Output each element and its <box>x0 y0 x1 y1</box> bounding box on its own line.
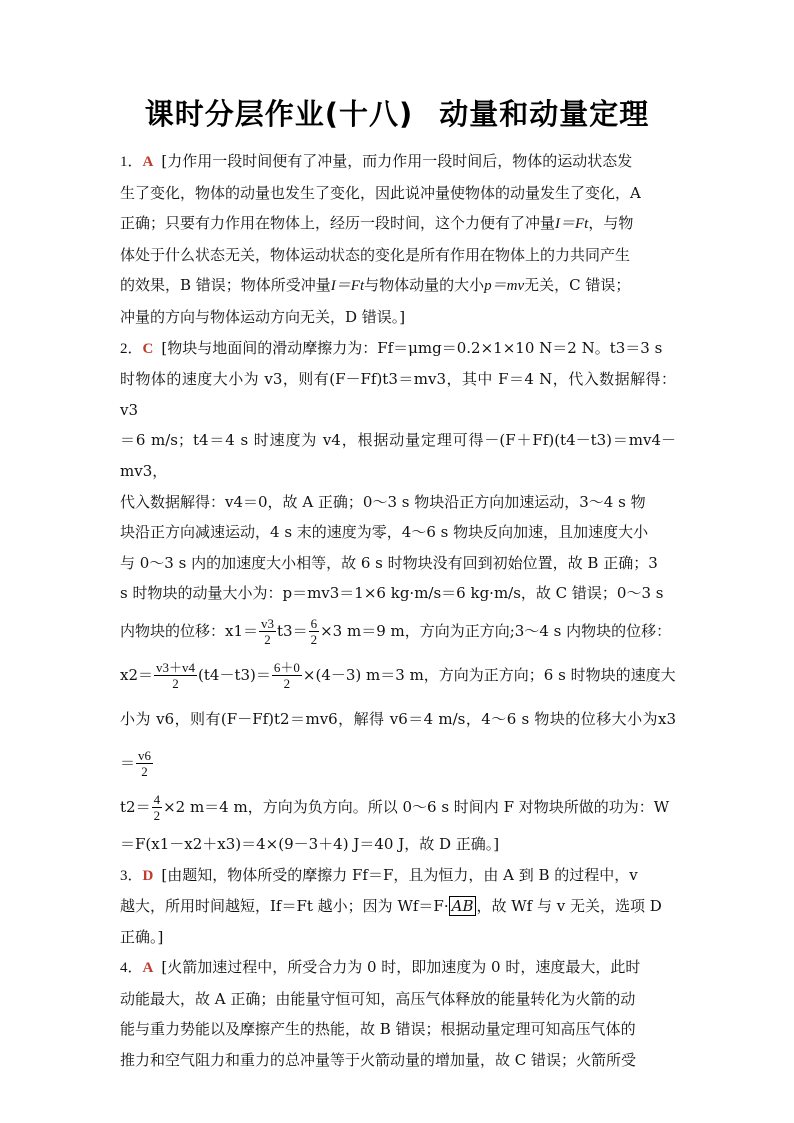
text-line: 块沿正方向减速运动，4 s 末的速度为零，4～6 s 物块反向加速，且加速度大小 <box>120 523 649 542</box>
text-line: s 时物块的动量大小为：p＝mv3＝1×6 kg·m/s＝6 kg·m/s，故 C 错误；0～3 s <box>120 584 664 603</box>
text-line: ×2 m＝4 m，方向为负方向。所以 0～6 s 时间内 F 对物块所做的功为：W <box>163 797 670 816</box>
fraction <box>309 616 320 647</box>
fraction-numerator: 4 <box>153 792 161 808</box>
text-line: 推力和空气阻力和重力的总冲量等于火箭动量的增加量，故 C 错误；火箭所受 <box>120 1051 637 1070</box>
fraction-numerator: 6 <box>310 616 318 632</box>
fraction-denominator: 2 <box>153 808 161 824</box>
fraction-denominator: 2 <box>264 632 271 648</box>
fraction <box>259 616 276 647</box>
fraction <box>272 660 302 691</box>
fraction <box>154 660 197 691</box>
text-line: x2＝ <box>120 665 154 684</box>
text-line: 能与重力势能以及摩擦产生的热能，故 B 错误；根据动量定理可知高压气体的 <box>120 1020 636 1039</box>
text-line: t2＝ <box>120 797 151 816</box>
fraction-denominator: 2 <box>172 676 179 692</box>
text-line: ＝F(x1－x2＋x3)＝4×(9－3＋4) J＝40 J，故 D 正确。] <box>120 834 500 853</box>
answer-letter: C <box>142 340 154 357</box>
text-line: 小为 v6，则有(F－Ff)t2＝mv6，解得 v6＝4 m/s，4～6 s 物块的位移大小为x3＝ <box>120 709 676 772</box>
text-line: 的效果，B 错误；物体所受冲量 <box>120 276 331 295</box>
page-title <box>0 92 794 133</box>
text-line: 生了变化，物体的动量也发生了变化，因此说冲量使物体的动量发生了变化，A <box>120 183 641 202</box>
text-line: 时物体的速度大小为 v3，则有(F－Ff)t3＝mv3，其中 F＝4 N，代入数据解得：v3 <box>120 370 676 419</box>
text-line: t3＝ <box>277 621 308 640</box>
text-line: 正确；只要有力作用在物体上，经历一段时间，这个力便有了冲量 <box>120 214 556 233</box>
question-number: 4． <box>120 960 143 977</box>
answer-content <box>120 146 676 1076</box>
question-3 <box>120 860 676 953</box>
question-number: 3． <box>120 867 143 884</box>
answer-letter: A <box>142 960 154 977</box>
text-line: 内物块的位移：x1＝ <box>120 621 259 640</box>
text-line: 代入数据解得：v4＝0，故 A 正确；0～3 s 物块沿正方向加速运动，3～4 s 物 <box>120 492 646 511</box>
question-number: 2． <box>120 340 143 357</box>
formula: I＝Ft <box>330 278 365 295</box>
text-line: [火箭加速过程中，所受合力为 0 时，即加速度为 0 时，速度最大，此时 <box>161 958 641 977</box>
title-main: 课时分层作业(十八) <box>144 97 414 131</box>
title-sub: 动量和动量定理 <box>439 97 650 131</box>
text-line: [由题知，物体所受的摩擦力 Ff＝F，且为恒力，由 A 到 B 的过程中，v <box>161 865 638 884</box>
fraction-numerator: v3 <box>261 616 275 632</box>
text-line: ，故 Wf 与 v 无关，选项 D <box>476 897 662 916</box>
text-line: 冲量的方向与物体运动方向无关，D 错误。] <box>120 307 406 326</box>
fraction <box>152 792 163 823</box>
question-4 <box>120 952 676 1075</box>
question-1 <box>120 146 676 333</box>
fraction-denominator: 2 <box>141 764 148 780</box>
fraction-numerator: v6 <box>138 748 152 764</box>
text-line: [力作用一段时间便有了冲量，而力作用一段时间后，物体的运动状态发 <box>161 152 633 170</box>
fraction-numerator: v3＋v4 <box>156 660 196 676</box>
arc-label: AB <box>449 896 477 916</box>
formula: I＝Ft <box>555 216 589 233</box>
text-line: ×(4－3) m＝3 m，方向为正方向；6 s 时物块的速度大 <box>302 665 676 684</box>
text-line: 动能最大，故 A 正确；由能量守恒可知，高压气体释放的能量转化为火箭的动 <box>120 989 636 1008</box>
fraction-denominator: 2 <box>310 632 318 648</box>
fraction <box>136 748 153 779</box>
text-line: 与物体动量的大小 <box>364 276 485 295</box>
answer-letter: D <box>142 867 154 884</box>
question-2 <box>120 333 676 860</box>
text-line: [物块与地面间的滑动摩擦力为：Ff＝μmg＝0.2×1×10 N＝2 N。t3＝3 s <box>161 338 663 357</box>
text-line: 与 0～3 s 内的加速度大小相等，故 6 s 时物块没有回到初始位置，故 B 正确；3 <box>120 553 658 572</box>
fraction-denominator: 2 <box>283 676 291 692</box>
text-line: 无关，C 错误； <box>524 276 631 295</box>
formula: p＝mv <box>484 278 525 295</box>
text-line: 越大，所用时间越短，If＝Ft 越小；因为 Wf＝F· <box>120 897 449 916</box>
text-line: 体处于什么状态无关，物体运动状态的变化是所有作用在物体上的力共同产生 <box>120 245 631 264</box>
text-line: (t4－t3)＝ <box>198 665 271 684</box>
text-line: 正确。] <box>120 927 164 946</box>
text-line: ×3 m＝9 m，方向为正方向;3～4 s 内物块的位移： <box>320 621 672 640</box>
question-number: 1． <box>120 154 143 170</box>
text-line: ，与物 <box>588 214 634 233</box>
answer-letter: A <box>142 154 154 170</box>
fraction-numerator: 6＋0 <box>273 660 300 676</box>
text-line: ＝6 m/s；t4＝4 s 时速度为 v4，根据动量定理可得－(F＋Ff)(t4－t3)＝mv4－mv3， <box>120 431 676 480</box>
